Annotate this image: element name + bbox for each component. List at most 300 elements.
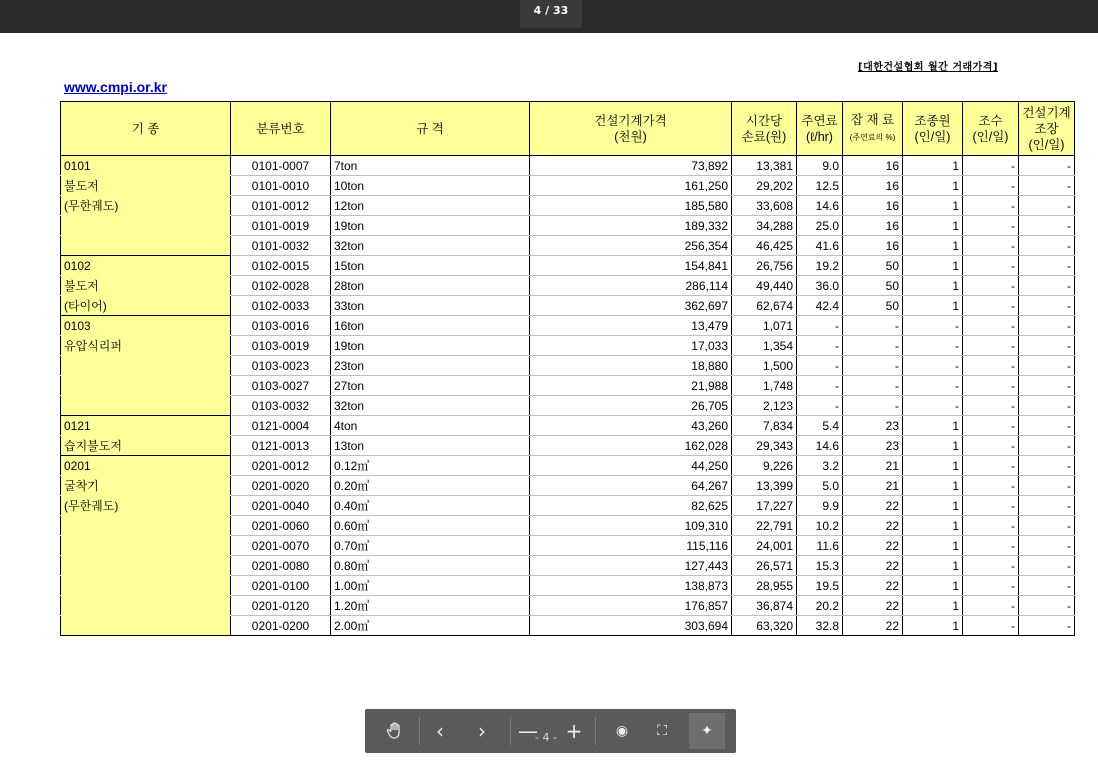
row-misc: 23 — [843, 436, 903, 456]
col-loss-unit: 손료(원) — [741, 129, 787, 144]
row-price: 64,267 — [530, 476, 732, 496]
row-code: 0201-0200 — [231, 616, 331, 636]
table-row — [61, 536, 1075, 556]
row-loss: 2,123 — [732, 396, 797, 416]
row-fuel: 20.2 — [797, 596, 843, 616]
row-operator: 1 — [903, 456, 963, 476]
row-loss: 7,834 — [732, 416, 797, 436]
col-kind-label: 기 종 — [131, 121, 160, 136]
table-row — [61, 616, 1075, 636]
row-operator: - — [903, 316, 963, 336]
table-row — [61, 196, 1075, 216]
row-loss: 26,756 — [732, 256, 797, 276]
row-operator: - — [903, 376, 963, 396]
row-price: 303,694 — [530, 616, 732, 636]
row-code: 0101-0007 — [231, 156, 331, 176]
row-spec: 0.60㎥ — [331, 516, 530, 536]
row-spec: 16ton — [331, 316, 530, 336]
row-loss: 1,500 — [732, 356, 797, 376]
row-operator: 1 — [903, 256, 963, 276]
row-assistant: - — [963, 476, 1019, 496]
row-fuel: - — [797, 336, 843, 356]
row-code: 0201-0100 — [231, 576, 331, 596]
group-label-cell — [61, 396, 231, 416]
row-foreman: - — [1019, 496, 1075, 516]
row-loss: 1,071 — [732, 316, 797, 336]
table-row — [61, 216, 1075, 236]
row-loss: 36,874 — [732, 596, 797, 616]
col-operator-label: 조종원 — [914, 113, 951, 128]
row-assistant: - — [963, 176, 1019, 196]
table-body — [61, 156, 1075, 636]
row-assistant: - — [963, 516, 1019, 536]
document-source-label: [대한건설협회 월간 거래가격] — [858, 62, 999, 73]
page-indicator: 4 / 33 — [520, 0, 582, 28]
page-label: - 4 - — [535, 731, 557, 744]
row-fuel: 12.5 — [797, 176, 843, 196]
table-row — [61, 256, 1075, 276]
table-row — [61, 436, 1075, 456]
zoom-in-icon[interactable]: + — [565, 719, 583, 743]
row-loss: 1,354 — [732, 336, 797, 356]
row-operator: 1 — [903, 596, 963, 616]
col-assistant-label: 조수 — [978, 113, 1003, 128]
row-loss: 26,571 — [732, 556, 797, 576]
row-misc: 22 — [843, 516, 903, 536]
row-spec: 33ton — [331, 296, 530, 316]
row-fuel: 3.2 — [797, 456, 843, 476]
row-code: 0101-0032 — [231, 236, 331, 256]
row-assistant: - — [963, 216, 1019, 236]
row-code: 0201-0070 — [231, 536, 331, 556]
col-code-header — [231, 102, 331, 156]
row-price: 176,857 — [530, 596, 732, 616]
row-operator: 1 — [903, 416, 963, 436]
col-spec-label: 규 격 — [416, 121, 444, 136]
col-operator-unit: (인/일) — [914, 129, 951, 144]
table-row — [61, 376, 1075, 396]
col-foreman-header — [1019, 102, 1075, 156]
row-code: 0103-0016 — [231, 316, 331, 336]
col-fuel-label: 주연료 — [801, 113, 838, 128]
row-misc: 22 — [843, 496, 903, 516]
row-fuel: 11.6 — [797, 536, 843, 556]
group-label-cell: 유압식리퍼 — [61, 336, 231, 356]
row-assistant: - — [963, 396, 1019, 416]
row-price: 18,880 — [530, 356, 732, 376]
row-spec: 12ton — [331, 196, 530, 216]
row-fuel: 14.6 — [797, 196, 843, 216]
row-misc: - — [843, 356, 903, 376]
row-fuel: 42.4 — [797, 296, 843, 316]
row-foreman: - — [1019, 236, 1075, 256]
row-loss: 29,343 — [732, 436, 797, 456]
row-assistant: - — [963, 576, 1019, 596]
row-operator: 1 — [903, 556, 963, 576]
viewer-top-bar — [0, 0, 1098, 33]
table-row — [61, 156, 1075, 176]
row-misc: - — [843, 336, 903, 356]
row-fuel: 9.0 — [797, 156, 843, 176]
group-label-cell: 0121 — [61, 416, 231, 436]
table-row — [61, 236, 1075, 256]
row-operator: 1 — [903, 536, 963, 556]
row-foreman: - — [1019, 196, 1075, 216]
row-loss: 49,440 — [732, 276, 797, 296]
row-code: 0102-0015 — [231, 256, 331, 276]
row-misc: 22 — [843, 616, 903, 636]
row-price: 138,873 — [530, 576, 732, 596]
col-loss-label: 시간당 — [745, 113, 783, 128]
row-loss: 17,227 — [732, 496, 797, 516]
row-fuel: - — [797, 396, 843, 416]
row-code: 0121-0004 — [231, 416, 331, 436]
row-fuel: 19.2 — [797, 256, 843, 276]
row-fuel: 5.4 — [797, 416, 843, 436]
row-code: 0103-0027 — [231, 376, 331, 396]
row-assistant: - — [963, 376, 1019, 396]
row-fuel: 5.0 — [797, 476, 843, 496]
col-misc-header — [843, 102, 903, 156]
group-label-cell: 불도저 — [61, 176, 231, 196]
table-row — [61, 336, 1075, 356]
row-operator: 1 — [903, 156, 963, 176]
table-row — [61, 316, 1075, 336]
col-assistant-header — [963, 102, 1019, 156]
row-price: 26,705 — [530, 396, 732, 416]
row-foreman: - — [1019, 156, 1075, 176]
row-misc: 16 — [843, 196, 903, 216]
row-assistant: - — [963, 556, 1019, 576]
row-assistant: - — [963, 256, 1019, 276]
group-label-cell: (타이어) — [61, 296, 231, 316]
row-loss: 24,001 — [732, 536, 797, 556]
row-code: 0201-0040 — [231, 496, 331, 516]
row-price: 73,892 — [530, 156, 732, 176]
group-label-cell — [61, 356, 231, 376]
col-fuel-header — [797, 102, 843, 156]
row-fuel: 15.3 — [797, 556, 843, 576]
row-loss: 33,608 — [732, 196, 797, 216]
row-spec: 32ton — [331, 236, 530, 256]
row-code: 0201-0020 — [231, 476, 331, 496]
row-misc: 23 — [843, 416, 903, 436]
row-code: 0103-0032 — [231, 396, 331, 416]
row-price: 362,697 — [530, 296, 732, 316]
row-assistant: - — [963, 336, 1019, 356]
group-label-cell: 불도저 — [61, 276, 231, 296]
row-spec: 1.20㎥ — [331, 596, 530, 616]
zoom-out-icon[interactable]: — — [518, 719, 538, 743]
row-spec: 0.20㎥ — [331, 476, 530, 496]
row-assistant: - — [963, 496, 1019, 516]
row-fuel: 25.0 — [797, 216, 843, 236]
row-spec: 19ton — [331, 216, 530, 236]
row-misc: - — [843, 376, 903, 396]
row-code: 0103-0023 — [231, 356, 331, 376]
group-label-cell: 0102 — [61, 256, 231, 276]
table-row — [61, 416, 1075, 436]
exit-fullscreen-icon[interactable]: ✦ — [689, 713, 725, 749]
row-fuel: 14.6 — [797, 436, 843, 456]
row-assistant: - — [963, 436, 1019, 456]
row-assistant: - — [963, 156, 1019, 176]
row-code: 0201-0120 — [231, 596, 331, 616]
row-fuel: 41.6 — [797, 236, 843, 256]
equipment-price-table — [60, 101, 1075, 636]
row-operator: 1 — [903, 196, 963, 216]
group-label-cell: 습지불도저 — [61, 436, 231, 456]
row-fuel: 19.5 — [797, 576, 843, 596]
row-assistant: - — [963, 316, 1019, 336]
table-header-row — [61, 102, 1075, 156]
group-label-cell: 0101 — [61, 156, 231, 176]
col-foreman-unit: (인/일) — [1028, 137, 1065, 152]
row-price: 17,033 — [530, 336, 732, 356]
row-code: 0121-0013 — [231, 436, 331, 456]
row-price: 109,310 — [530, 516, 732, 536]
group-label-cell — [61, 556, 231, 576]
col-spec-header — [331, 102, 530, 156]
row-fuel: 36.0 — [797, 276, 843, 296]
row-spec: 19ton — [331, 336, 530, 356]
row-spec: 13ton — [331, 436, 530, 456]
viewer-toolbar — [365, 709, 736, 753]
col-misc-unit: (주연료의 %) — [849, 132, 896, 142]
row-operator: 1 — [903, 236, 963, 256]
row-operator: 1 — [903, 616, 963, 636]
group-label-cell — [61, 576, 231, 596]
row-price: 21,988 — [530, 376, 732, 396]
row-code: 0201-0012 — [231, 456, 331, 476]
row-misc: 22 — [843, 556, 903, 576]
row-price: 154,841 — [530, 256, 732, 276]
row-code: 0101-0019 — [231, 216, 331, 236]
col-foreman-label: 건설기계 — [1022, 105, 1071, 120]
row-fuel: - — [797, 316, 843, 336]
col-operator-header — [903, 102, 963, 156]
row-assistant: - — [963, 356, 1019, 376]
row-price: 115,116 — [530, 536, 732, 556]
prev-page-icon[interactable]: ‹ — [436, 719, 444, 743]
row-price: 162,028 — [530, 436, 732, 456]
row-misc: 16 — [843, 236, 903, 256]
row-foreman: - — [1019, 436, 1075, 456]
row-loss: 29,202 — [732, 176, 797, 196]
row-operator: 1 — [903, 476, 963, 496]
row-misc: 16 — [843, 216, 903, 236]
group-label-cell — [61, 616, 231, 636]
row-loss: 22,791 — [732, 516, 797, 536]
row-assistant: - — [963, 276, 1019, 296]
table-row — [61, 396, 1075, 416]
row-spec: 10ton — [331, 176, 530, 196]
row-loss: 1,748 — [732, 376, 797, 396]
row-misc: 50 — [843, 256, 903, 276]
group-label-cell: 0103 — [61, 316, 231, 336]
row-assistant: - — [963, 456, 1019, 476]
group-label-cell: (무한궤도) — [61, 496, 231, 516]
row-spec: 15ton — [331, 256, 530, 276]
row-foreman: - — [1019, 296, 1075, 316]
row-loss: 9,226 — [732, 456, 797, 476]
row-foreman: - — [1019, 316, 1075, 336]
row-price: 189,332 — [530, 216, 732, 236]
row-spec: 23ton — [331, 356, 530, 376]
row-foreman: - — [1019, 616, 1075, 636]
row-foreman: - — [1019, 516, 1075, 536]
row-assistant: - — [963, 196, 1019, 216]
group-label-cell: 굴착기 — [61, 476, 231, 496]
row-loss: 13,399 — [732, 476, 797, 496]
row-operator: 1 — [903, 436, 963, 456]
row-operator: - — [903, 336, 963, 356]
row-operator: 1 — [903, 176, 963, 196]
row-foreman: - — [1019, 376, 1075, 396]
row-misc: 16 — [843, 156, 903, 176]
row-loss: 46,425 — [732, 236, 797, 256]
table-row — [61, 296, 1075, 316]
table-row — [61, 516, 1075, 536]
site-link[interactable]: www.cmpi.or.kr — [64, 79, 167, 95]
row-assistant: - — [963, 416, 1019, 436]
col-code-label: 분류번호 — [256, 121, 305, 136]
table-row — [61, 596, 1075, 616]
row-fuel: 32.8 — [797, 616, 843, 636]
table-row — [61, 556, 1075, 576]
col-kind-header — [61, 102, 231, 156]
group-label-cell: (무한궤도) — [61, 196, 231, 216]
row-price: 13,479 — [530, 316, 732, 336]
row-code: 0102-0028 — [231, 276, 331, 296]
row-misc: - — [843, 396, 903, 416]
row-price: 161,250 — [530, 176, 732, 196]
row-price: 185,580 — [530, 196, 732, 216]
group-label-cell — [61, 376, 231, 396]
row-misc: - — [843, 316, 903, 336]
group-label-cell — [61, 596, 231, 616]
row-spec: 32ton — [331, 396, 530, 416]
group-label-cell — [61, 536, 231, 556]
row-foreman: - — [1019, 456, 1075, 476]
row-operator: - — [903, 356, 963, 376]
row-assistant: - — [963, 236, 1019, 256]
row-foreman: - — [1019, 576, 1075, 596]
row-loss: 63,320 — [732, 616, 797, 636]
row-foreman: - — [1019, 396, 1075, 416]
row-price: 44,250 — [530, 456, 732, 476]
row-code: 0201-0060 — [231, 516, 331, 536]
group-label-cell: 0201 — [61, 456, 231, 476]
col-misc-label: 잡 재 료 — [850, 112, 895, 127]
table-row — [61, 576, 1075, 596]
row-fuel: 10.2 — [797, 516, 843, 536]
row-spec: 27ton — [331, 376, 530, 396]
row-price: 286,114 — [530, 276, 732, 296]
row-foreman: - — [1019, 356, 1075, 376]
row-operator: 1 — [903, 276, 963, 296]
row-spec: 28ton — [331, 276, 530, 296]
row-loss: 34,288 — [732, 216, 797, 236]
row-foreman: - — [1019, 536, 1075, 556]
row-foreman: - — [1019, 256, 1075, 276]
col-fuel-unit: (ℓ/hr) — [806, 129, 833, 144]
row-code: 0101-0010 — [231, 176, 331, 196]
row-fuel: - — [797, 356, 843, 376]
row-loss: 13,381 — [732, 156, 797, 176]
col-price-unit: (천원) — [614, 129, 647, 144]
group-label-cell — [61, 516, 231, 536]
row-misc: 16 — [843, 176, 903, 196]
row-fuel: 9.9 — [797, 496, 843, 516]
hand-icon[interactable] — [375, 709, 415, 753]
row-misc: 50 — [843, 276, 903, 296]
row-code: 0103-0019 — [231, 336, 331, 356]
row-operator: 1 — [903, 216, 963, 236]
row-spec: 0.12㎥ — [331, 456, 530, 476]
row-code: 0102-0033 — [231, 296, 331, 316]
row-assistant: - — [963, 296, 1019, 316]
col-loss-header — [732, 102, 797, 156]
group-label-cell — [61, 216, 231, 236]
row-foreman: - — [1019, 476, 1075, 496]
row-operator: 1 — [903, 496, 963, 516]
row-price: 256,354 — [530, 236, 732, 256]
row-loss: 28,955 — [732, 576, 797, 596]
col-price-header — [530, 102, 732, 156]
row-misc: 22 — [843, 596, 903, 616]
row-operator: 1 — [903, 576, 963, 596]
table-row — [61, 496, 1075, 516]
row-assistant: - — [963, 536, 1019, 556]
row-misc: 21 — [843, 476, 903, 496]
row-price: 127,443 — [530, 556, 732, 576]
row-foreman: - — [1019, 216, 1075, 236]
table-row — [61, 456, 1075, 476]
col-price-label: 건설기계가격 — [594, 113, 667, 128]
row-misc: 21 — [843, 456, 903, 476]
row-loss: 62,674 — [732, 296, 797, 316]
row-spec: 7ton — [331, 156, 530, 176]
col-foreman-label-2: 조장 — [1034, 121, 1059, 136]
row-spec: 0.40㎥ — [331, 496, 530, 516]
row-spec: 0.70㎥ — [331, 536, 530, 556]
fullscreen-icon[interactable]: ⛶ — [657, 723, 667, 739]
group-label-cell — [61, 236, 231, 256]
row-foreman: - — [1019, 416, 1075, 436]
row-operator: 1 — [903, 296, 963, 316]
row-assistant: - — [963, 616, 1019, 636]
row-spec: 1.00㎥ — [331, 576, 530, 596]
next-page-icon[interactable]: › — [478, 719, 486, 743]
row-foreman: - — [1019, 556, 1075, 576]
col-assistant-unit: (인/일) — [972, 129, 1009, 144]
row-foreman: - — [1019, 596, 1075, 616]
table-row — [61, 276, 1075, 296]
row-operator: - — [903, 396, 963, 416]
table-row — [61, 356, 1075, 376]
fit-page-icon[interactable]: ◉ — [615, 723, 629, 739]
row-foreman: - — [1019, 276, 1075, 296]
row-foreman: - — [1019, 176, 1075, 196]
row-misc: 50 — [843, 296, 903, 316]
row-misc: 22 — [843, 536, 903, 556]
row-fuel: - — [797, 376, 843, 396]
row-code: 0101-0012 — [231, 196, 331, 216]
row-price: 43,260 — [530, 416, 732, 436]
row-spec: 2.00㎥ — [331, 616, 530, 636]
row-foreman: - — [1019, 336, 1075, 356]
